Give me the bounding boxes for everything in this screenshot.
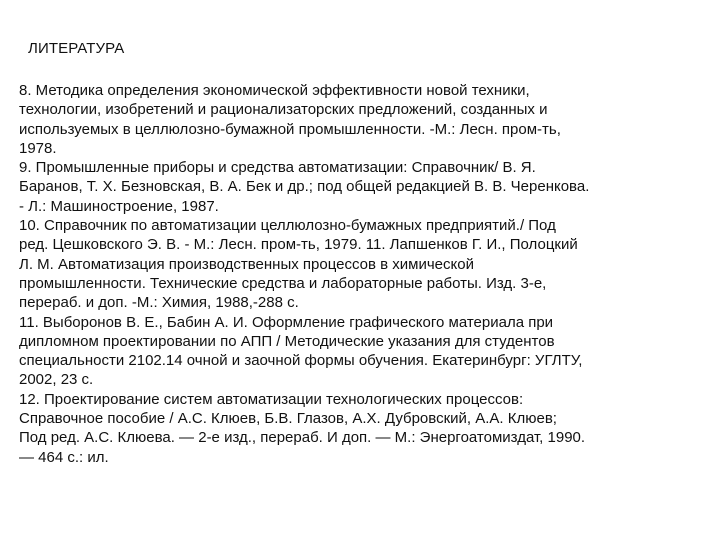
reference-line: Баранов, Т. Х. Безновская, В. А. Бек и др.; под общей редакцией В. В. Черенкова. bbox=[19, 178, 590, 196]
reference-line: Л. М. Автоматизация производственных процессов в химической bbox=[19, 255, 474, 273]
reference-line: - Л.: Машиностроение, 1987. bbox=[19, 197, 219, 215]
reference-line: Под ред. А.С. Клюева. — 2-е изд., перераб. И доп. — М.: Энергоатомиздат, 1990. bbox=[19, 429, 586, 447]
reference-line: — 464 с.: ил. bbox=[19, 448, 109, 466]
reference-line: Справочное пособие / А.С. Клюев, Б.В. Глазов, А.Х. Дубровский, А.А. Клюев; bbox=[19, 410, 557, 428]
reference-line: 11. Выборонов В. Е., Бабин А. И. Оформление графического материала при bbox=[19, 313, 554, 331]
reference-line: технологии, изобретений и рационализаторских предложений, созданных и bbox=[19, 101, 548, 119]
reference-line: 8. Методика определения экономической эффективности новой техники, bbox=[19, 82, 530, 99]
page-title: ЛИТЕРАТУРА bbox=[28, 40, 125, 57]
reference-line: перераб. и доп. -М.: Химия, 1988,-288 с. bbox=[19, 294, 299, 312]
reference-line: специальности 2102.14 очной и заочной формы обучения. Екатеринбург: УГЛТУ, bbox=[19, 352, 583, 370]
reference-line: промышленности. Технические средства и лабораторные работы. Изд. 3-е, bbox=[19, 274, 547, 292]
reference-line: 10. Справочник по автоматизации целлюлозно-бумажных предприятий./ Под bbox=[19, 217, 556, 235]
reference-line: дипломном проектировании по АПП / Методические указания для студентов bbox=[19, 332, 555, 350]
reference-line: 1978. bbox=[19, 139, 57, 157]
reference-line: ред. Цешковского Э. В. - М.: Лесн. пром-ть, 1979. 11. Лапшенков Г. И., Полоцкий bbox=[19, 236, 578, 254]
reference-line: 2002, 23 с. bbox=[19, 371, 94, 389]
reference-line: 12. Проектирование систем автоматизации технологических процессов: bbox=[19, 390, 524, 408]
reference-line: используемых в целлюлозно-бумажной промышленности. -М.: Лесн. пром-ть, bbox=[19, 120, 561, 138]
reference-line: 9. Промышленные приборы и средства автоматизации: Справочник/ В. Я. bbox=[19, 159, 536, 177]
reference-list bbox=[19, 81, 709, 467]
